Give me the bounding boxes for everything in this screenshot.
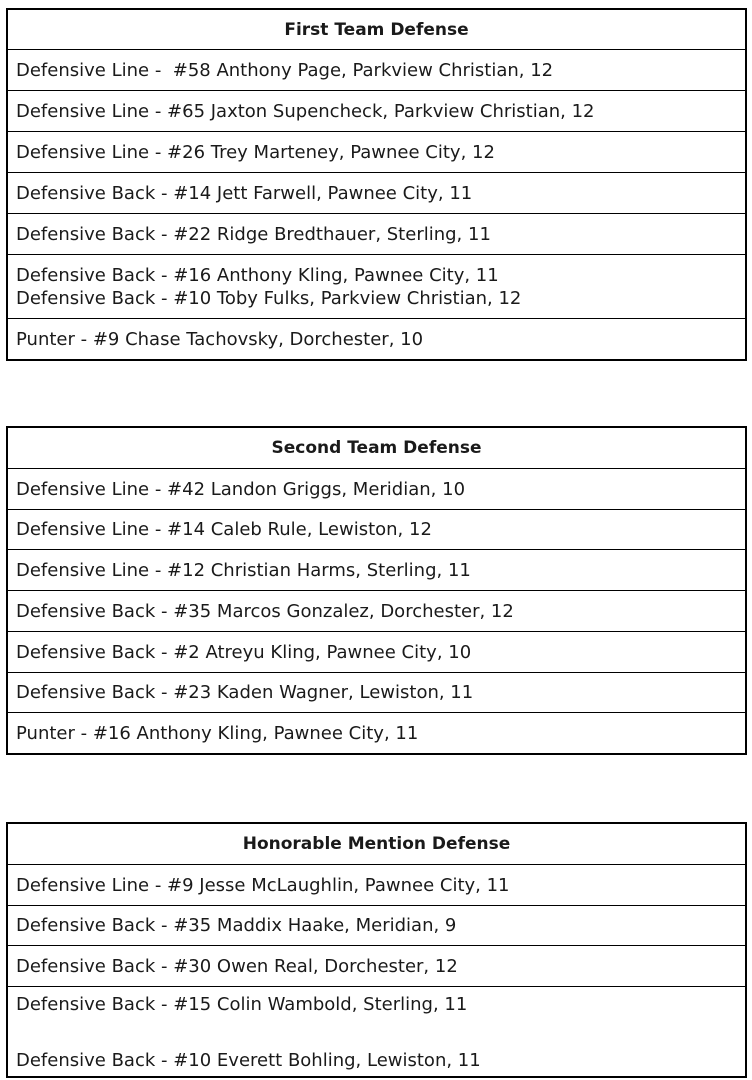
- table-title: Honorable Mention Defense: [8, 824, 745, 865]
- table-row: [8, 255, 745, 319]
- table-row: [8, 906, 745, 946]
- player-entry: Defensive Back - #2 Atreyu Kling, Pawnee City, 10: [16, 641, 472, 663]
- table-row: [8, 865, 745, 906]
- table-row: [8, 550, 745, 591]
- table-row: [8, 713, 745, 753]
- table-row: [8, 510, 745, 550]
- player-entry: Defensive Line - #14 Caleb Rule, Lewiston, 12: [16, 519, 432, 540]
- first-team-table: [6, 8, 747, 361]
- player-entry: Punter - #16 Anthony Kling, Pawnee City, 11: [16, 722, 419, 744]
- table-row: [8, 50, 745, 91]
- player-entry: Defensive Back - #16 Anthony Kling, Pawnee City, 11: [16, 264, 499, 286]
- table-title: Second Team Defense: [8, 428, 745, 469]
- player-entry: Defensive Back - #14 Jett Farwell, Pawnee City, 11: [16, 182, 473, 204]
- player-entry: Defensive Back - #23 Kaden Wagner, Lewiston, 11: [16, 682, 474, 703]
- player-entry: Defensive Back - #22 Ridge Bredthauer, Sterling, 11: [16, 223, 491, 245]
- table-row: [8, 173, 745, 214]
- player-entry: Defensive Back - #35 Marcos Gonzalez, Dorchester, 12: [16, 600, 514, 622]
- table-row: [8, 214, 745, 255]
- table-title: First Team Defense: [8, 10, 745, 50]
- table-row: [8, 673, 745, 713]
- player-entry: Defensive Back - #10 Toby Fulks, Parkview Christian, 12: [16, 287, 522, 309]
- player-entry: Punter - #9 Chase Tachovsky, Dorchester, 10: [16, 328, 424, 350]
- player-entry: Defensive Back - #35 Maddix Haake, Meridian, 9: [16, 915, 457, 936]
- player-entry: Defensive Back - #15 Colin Wambold, Sterling, 11: [16, 994, 468, 1015]
- player-entry: Defensive Line - #58 Anthony Page, Parkview Christian, 12: [16, 59, 554, 81]
- player-entry: Defensive Line - #42 Landon Griggs, Meridian, 10: [16, 478, 466, 500]
- honorable-mention-table: [6, 822, 747, 1078]
- player-entry: Defensive Back - #30 Owen Real, Dorchester, 12: [16, 955, 458, 977]
- table-row: [8, 469, 745, 510]
- table-row: [8, 132, 745, 173]
- table-row: [8, 591, 745, 632]
- player-entry: Defensive Line - #26 Trey Marteney, Pawnee City, 12: [16, 141, 495, 163]
- table-row: [8, 91, 745, 132]
- player-entry: Defensive Line - #9 Jesse McLaughlin, Pawnee City, 11: [16, 874, 510, 896]
- player-entry: Defensive Line - #12 Christian Harms, Sterling, 11: [16, 559, 471, 581]
- table-row: [8, 632, 745, 673]
- table-row: [8, 946, 745, 987]
- player-entry: Defensive Back - #10 Everett Bohling, Lewiston, 11: [16, 1050, 481, 1071]
- table-row: [8, 319, 745, 359]
- second-team-table: [6, 426, 747, 755]
- table-row: [8, 987, 745, 1076]
- player-entry: Defensive Line - #65 Jaxton Supencheck, Parkview Christian, 12: [16, 100, 595, 122]
